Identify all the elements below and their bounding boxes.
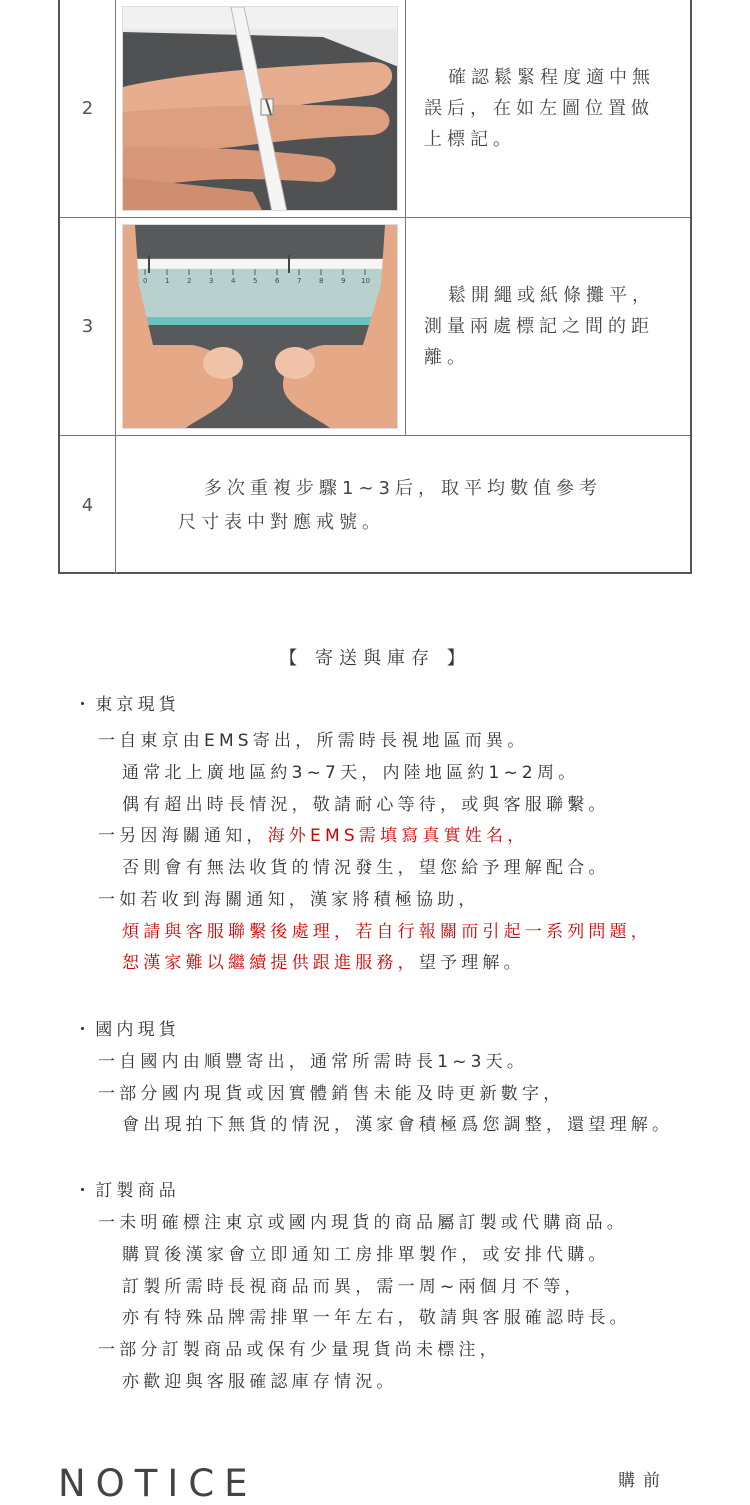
shipping-line: 一部分訂製商品或保有少量現貨尚未標注， [98,1340,501,1360]
step-desc-line: 多次重複步驟1~3后，取平均數值參考 [204,478,602,499]
ruler-tick-label: 0 [143,277,148,285]
step-photo-cell [116,218,406,435]
shipping-line: 亦有特殊品牌需排單一年左右，敬請與客服確認時長。 [122,1308,631,1328]
ruler-tick-label: 1 [165,277,170,285]
ruler-tick-label: 5 [253,277,258,285]
shipping-line: 一自國内由順豐寄出，通常所需時長1~3天。 [98,1052,529,1072]
shipping-line: 一如若收到海關通知，漢家將積極協助， [98,890,480,910]
step-number: 2 [60,0,116,217]
step-desc-line: 尺寸表中對應戒號。 [178,512,385,533]
step-description [116,436,690,574]
ruler-tick-label: 8 [319,277,324,285]
ruler-measure-photo [122,224,398,429]
ruler-tick-label: 10 [361,277,370,285]
shipping-line: 一部分國内現貨或因實體銷售未能及時更新數字， [98,1084,565,1104]
step-desc-line: 離。 [424,347,470,368]
step-description [424,218,680,435]
step-row-2 [60,0,690,218]
step-row-3 [60,218,690,436]
ruler-tick-label: 9 [341,277,346,285]
step-desc-line: 鬆開繩或紙條攤平， [448,285,655,306]
step-desc-line: 誤后，在如左圖位置做 [424,98,654,119]
shipping-line: 偶有超出時長情況，敬請耐心等待，或與客服聯繫。 [122,795,610,815]
ruler-tick-label: 6 [275,277,280,285]
measurement-steps-table [58,0,692,574]
category-heading: ・訂製商品 [74,1181,180,1201]
shipping-line [98,821,528,846]
step-number: 3 [60,218,116,435]
step-description [424,0,680,217]
shipping-section-title: 【 寄送與庫存 】 [279,648,471,669]
notice-heading: NOTICE [58,1462,258,1505]
step-desc-line: 確認鬆緊程度適中無 [448,67,655,88]
highlight-text: 恕漢家難以繼續提供跟進服務， [122,953,419,973]
shipping-line: 亦歡迎與客服確認庫存情況。 [122,1372,398,1392]
ruler-tick-label: 7 [297,277,302,285]
category-heading: ・東京現貨 [74,695,180,715]
shipping-line [122,948,525,973]
step-desc-line: 上標記。 [424,129,516,150]
shipping-line: 一自東京由EMS寄出，所需時長視地區而異。 [98,731,529,751]
shipping-line: 購買後漢家會立即通知工房排單製作，或安排代購。 [122,1245,610,1265]
shipping-text: 一另因海關通知， [98,826,268,846]
category-heading: ・國内現貨 [74,1020,180,1040]
ruler-tick-label: 2 [187,277,192,285]
shipping-line: 訂製所需時長視商品而異，需一周~兩個月不等， [122,1277,586,1297]
ruler-tick-label: 4 [231,277,236,285]
step-number: 4 [60,436,116,574]
shipping-line: 通常北上廣地區約3~7天，内陸地區約1~2周。 [122,763,580,783]
step-photo-cell [116,0,406,217]
highlight-text: 煩請與客服聯繫後處理，若自行報關而引起一系列問題， [122,922,652,942]
step-row-4 [60,436,690,574]
hand-with-paper-strip-photo [122,6,398,211]
shipping-line: 否則會有無法收貨的情況發生，望您給予理解配合。 [122,858,610,878]
ruler-tick-label: 3 [209,277,214,285]
step-desc-line: 測量兩處標記之間的距 [424,316,654,337]
shipping-text: 望予理解。 [418,953,525,973]
shipping-line: 會出現拍下無貨的情況，漢家會積極爲您調整，還望理解。 [122,1115,674,1135]
pre-purchase-label: 購前 [618,1471,668,1491]
shipping-line: 一未明確標注東京或國内現貨的商品屬訂製或代購商品。 [98,1213,628,1233]
highlight-text: 海外EMS需填寫真實姓名， [267,826,529,846]
